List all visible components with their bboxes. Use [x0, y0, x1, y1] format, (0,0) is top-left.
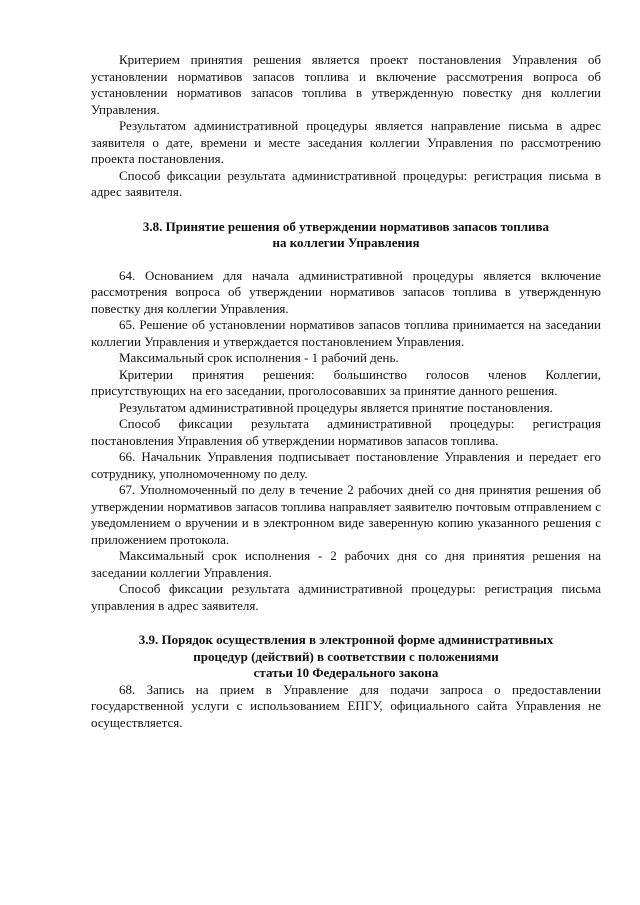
section-3-9-heading-line-2: процедур (действий) в соответствии с положениями	[193, 648, 499, 664]
paragraph-fixation-2: Способ фиксации результата административной процедуры: регистрация письма управления в адрес заявителя.	[91, 581, 601, 613]
document-page	[91, 52, 601, 731]
intro-paragraph-3: Способ фиксации результата административной процедуры: регистрация письма в адрес заявителя.	[91, 167, 601, 199]
paragraph-result: Результатом административной процедуры является принятие постановления.	[119, 399, 553, 415]
paragraph-64: 64. Основанием для начала административной процедуры является включение рассмотрения вопроса об утверждении нормативов запасов топлива в утвержденную повестку дня коллегии Управления.	[91, 267, 601, 316]
paragraph-fixation-1: Способ фиксации результата административной процедуры: регистрация постановления Управления об утверждении нормативов запасов топлива.	[91, 416, 601, 448]
intro-block	[91, 52, 601, 201]
paragraph-65: 65. Решение об установлении нормативов запасов топлива принимается на заседании коллегии Управления и утверждается постановлением Управления.	[91, 317, 601, 349]
section-3-8-heading-line-1: 3.8. Принятие решения об утверждении нормативов запасов топлива	[142, 218, 550, 234]
paragraph-68: 68. Запись на прием в Управление для подачи запроса о предоставлении государственной услуги с использованием ЕПГУ, официального сайта Управления не осуществляется.	[91, 681, 601, 730]
section-3-9-heading-line-3: статьи 10 Федерального закона	[253, 665, 439, 680]
paragraph-66: 66. Начальник Управления подписывает постановление Управления и передает его сотруднику, уполномоченному по делу.	[91, 449, 601, 481]
intro-paragraph-1: Критерием принятия решения является проект постановления Управления об установлении нормативов запасов топлива и включение рассмотрения вопроса об установлении нормативов запасов топлива в утвержденную повестку дня коллегии Управления.	[91, 52, 601, 117]
section-3-9-body	[91, 682, 601, 732]
section-3-9-heading-line-1: 3.9. Порядок осуществления в электронной форме административных	[138, 632, 554, 647]
section-3-8-heading-line-2: на коллегии Управления	[272, 235, 420, 250]
section-3-8-body	[91, 268, 601, 615]
paragraph-max-term-2: Максимальный срок исполнения - 2 рабочих дня со дня принятия решения на заседании коллегии Управления.	[91, 548, 601, 580]
intro-paragraph-2: Результатом административной процедуры является направление письма в адрес заявителя о дате, времени и месте заседания коллегии Управления по рассмотрению проекта постановления.	[91, 118, 601, 166]
paragraph-67: 67. Уполномоченный по делу в течение 2 рабочих дней со дня принятия решения об утверждении нормативов запасов топлива направляет заявителю почтовым отправлением с уведомлением о вручении и в электронном виде заверенную копию указанного решения с приложением протокола.	[91, 482, 601, 547]
paragraph-criteria: Критерии принятия решения: большинство голосов членов Коллегии, присутствующих на его заседании, проголосовавших за принятие данного решения.	[91, 366, 601, 398]
section-3-9-heading	[91, 632, 601, 682]
section-3-8-heading	[91, 219, 601, 252]
paragraph-max-term-1: Максимальный срок исполнения - 1 рабочий день.	[119, 350, 399, 365]
